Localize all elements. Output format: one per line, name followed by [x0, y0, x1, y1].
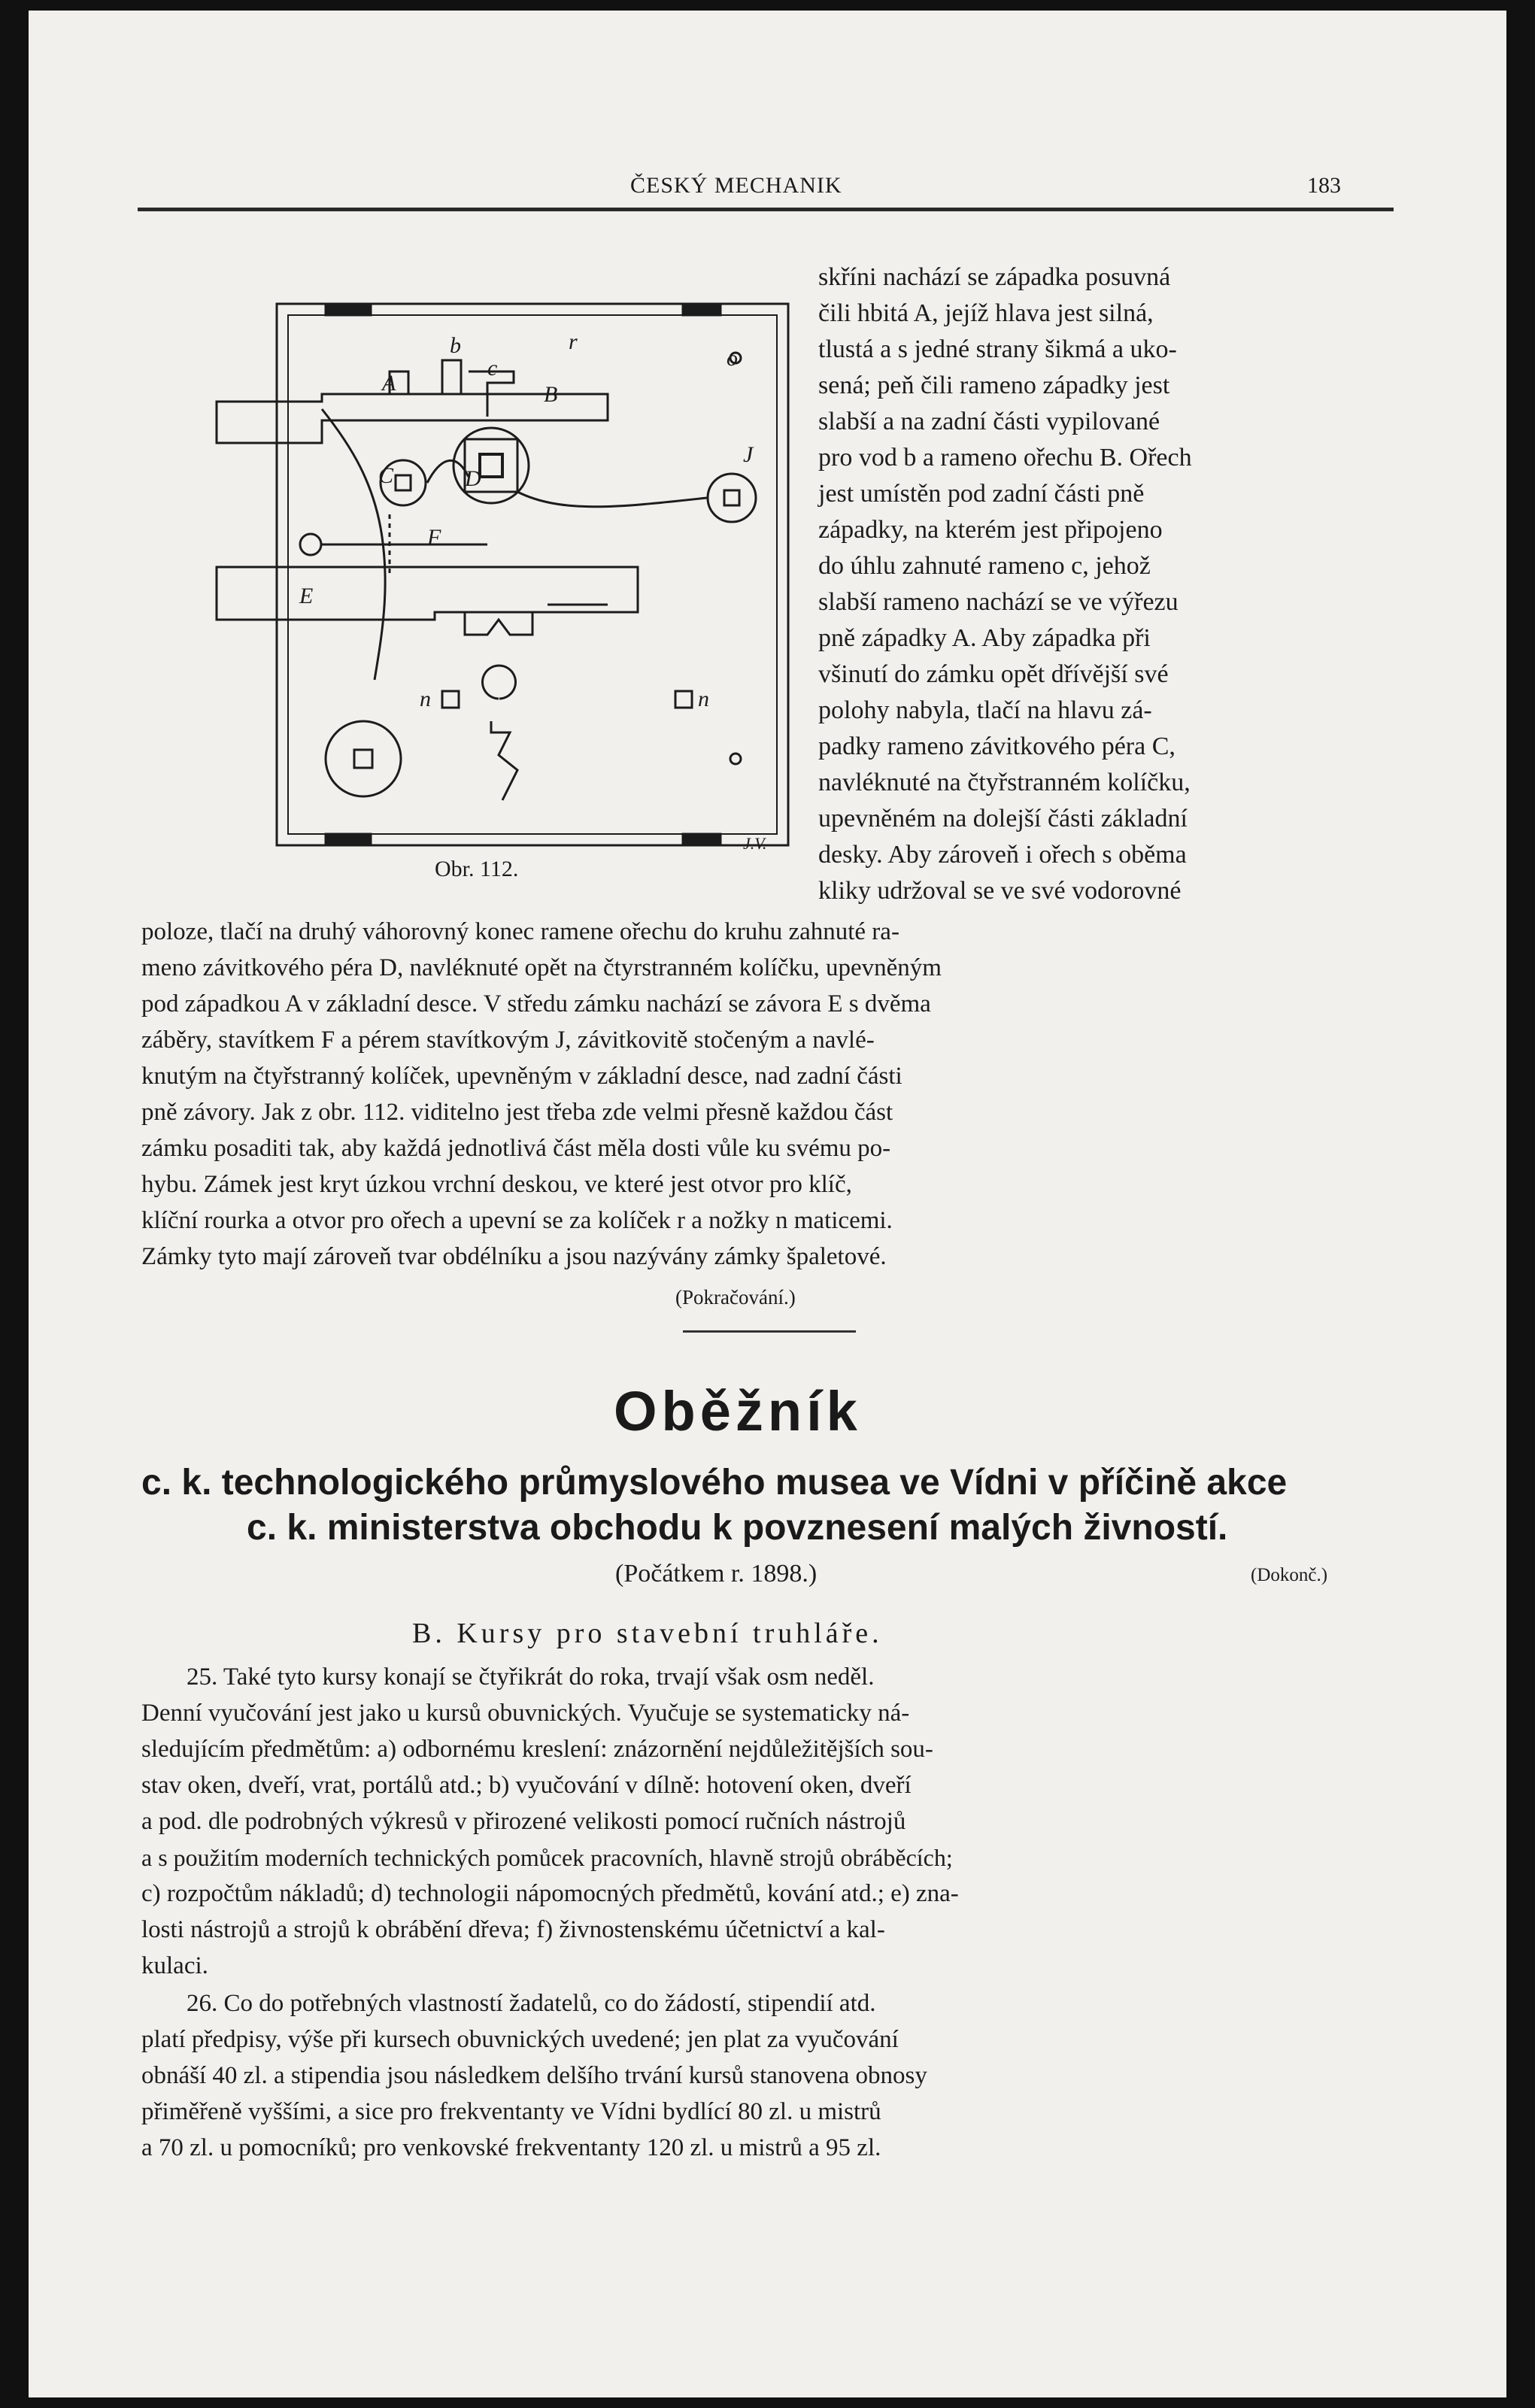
- spring-j-post: [708, 474, 756, 522]
- text-line: losti nástrojů a strojů k obrábění dřeva; f) živnostenskému účetnictví a kal-: [141, 1916, 885, 1943]
- spring-c-lower-post: [326, 721, 401, 796]
- keyhole-cutout: [483, 666, 518, 800]
- text-line: kulaci.: [141, 1952, 208, 1979]
- header-rule: [138, 208, 1394, 211]
- label-J: J: [743, 442, 754, 467]
- deadbolt-e: [217, 567, 638, 620]
- latch-tail-b: [390, 360, 461, 394]
- text-line: pně západky A. Aby západka při: [818, 624, 1151, 652]
- text-line: 26. Co do potřebných vlastností žadatelů, co do žádostí, stipendií atd.: [187, 1990, 876, 2017]
- spring-d-square: [396, 475, 411, 490]
- text-line: zámku posaditi tak, aby každá jednotlivá část měla dosti vůle ku svému po-: [141, 1135, 891, 1162]
- text-line: upevněném na dolejší části základní: [818, 805, 1188, 832]
- spring-j-square: [724, 490, 739, 505]
- page-number: 183: [1307, 173, 1341, 198]
- label-B: B: [544, 382, 558, 407]
- text-line: a 70 zl. u pomocníků; pro venkovské frekventanty 120 zl. u mistrů a 95 zl.: [141, 2134, 881, 2161]
- spring-c-post: [300, 534, 321, 555]
- text-line: knutým na čtyřstranný kolíček, upevněným v základní desce, nad zadní části: [141, 1063, 902, 1090]
- text-line: 25. Také tyto kursy konají se čtyřikrát do roka, trvají však osm neděl.: [187, 1663, 875, 1691]
- spring-j-arm: [517, 492, 707, 507]
- screw-hole-bottom: [730, 754, 741, 764]
- text-line: přiměřeně vyššími, a sice pro frekventanty ve Vídni bydlící 80 zl. u mistrů: [141, 2098, 881, 2125]
- text-line: padky rameno závitkového péra C,: [818, 732, 1176, 760]
- circular-subtitle-line-2: c. k. ministerstva obchodu k povznesení malých živností.: [247, 1508, 1228, 1548]
- text-line: všinutí do zámku opět dřívější své: [818, 660, 1169, 688]
- text-line: pně závory. Jak z obr. 112. viditelno jest třeba zde velmi přesně každou část: [141, 1099, 893, 1126]
- label-C: C: [378, 463, 394, 488]
- figure-caption: Obr. 112.: [435, 857, 519, 881]
- label-A: A: [382, 371, 396, 396]
- text-line: stav oken, dveří, vrat, portálů atd.; b) vyučování v dílně: hotovení oken, dveří: [141, 1772, 912, 1799]
- frame-tab-bottom-right: [683, 834, 720, 845]
- rivet-n-right: [675, 691, 692, 708]
- frame-tab-top-right: [683, 304, 720, 315]
- spring-c-lower-square: [354, 750, 372, 768]
- text-line: hybu. Zámek jest kryt úzkou vrchní deskou, ve které jest otvor pro klíč,: [141, 1171, 852, 1198]
- label-o: o: [727, 346, 738, 371]
- started-note: (Počátkem r. 1898.): [615, 1560, 818, 1588]
- text-line: jest umístěn pod zadní části pně: [818, 480, 1145, 508]
- text-line: pod západkou A v základní desce. V středu zámku nachází se závora E s dvěma: [141, 990, 931, 1017]
- text-line: Zámky tyto mají zároveň tvar obdélníku a jsou nazývány zámky špaletové.: [141, 1243, 887, 1270]
- text-line: klíční rourka a otvor pro ořech a upevní se za kolíček r a nožky n maticemi.: [141, 1207, 893, 1234]
- text-line: a s použitím moderních technických pomůcek pracovních, hlavně strojů obráběcích;: [141, 1844, 953, 1871]
- text-line: skříni nachází se západka posuvná: [818, 263, 1171, 291]
- label-D: D: [465, 466, 481, 491]
- text-line: sená; peň čili rameno západky jest: [818, 372, 1170, 399]
- text-line: meno závitkového péra D, navléknuté opět na čtyrstranném kolíčku, upevněným: [141, 954, 942, 981]
- text-line: poloze, tlačí na druhý váhorovný konec ramene ořechu do kruhu zahnuté ra-: [141, 918, 899, 945]
- text-line: a pod. dle podrobných výkresů v přirozené velikosti pomocí ručních nástrojů: [141, 1808, 906, 1835]
- text-line: do úhlu zahnuté rameno c, jehož: [818, 552, 1151, 580]
- bolt-notches: [465, 605, 608, 635]
- label-E: E: [299, 584, 314, 608]
- concluded-note: (Dokonč.): [1251, 1565, 1328, 1585]
- text-line: západky, na kterém jest připojeno: [818, 516, 1163, 544]
- scanned-page: [29, 11, 1506, 2397]
- running-head: [29, 173, 1506, 203]
- text-line: desky. Aby zároveň i ořech s oběma: [818, 841, 1187, 869]
- text-line: c) rozpočtům nákladů; d) technologii nápomocných předmětů, kování atd.; e) zna-: [141, 1880, 959, 1907]
- text-line: čili hbitá A, jejíž hlava jest silná,: [818, 299, 1154, 327]
- continued-note: (Pokračování.): [675, 1286, 796, 1309]
- text-line: záběry, stavítkem F a pérem stavítkovým J, závitkovitě stočeným a navlé-: [141, 1027, 875, 1054]
- text-line: slabší a na zadní části vypilované: [818, 408, 1160, 435]
- text-line: polohy nabyla, tlačí na hlavu zá-: [818, 696, 1152, 724]
- text-line: pro vod b a rameno ořechu B. Ořech: [818, 444, 1192, 472]
- rivet-n-left: [442, 691, 459, 708]
- figure-signature: J.V.: [743, 834, 767, 853]
- spindle-square: [480, 454, 502, 477]
- label-r: r: [569, 329, 578, 354]
- label-n-left: n: [420, 687, 431, 711]
- label-F: F: [427, 525, 441, 550]
- journal-name: ČESKÝ MECHANIK: [630, 173, 842, 198]
- label-b: b: [450, 333, 461, 358]
- text-line: Denní vyučování jest jako u kursů obuvnických. Vyučuje se systematicky ná-: [141, 1700, 910, 1727]
- section-heading: B. Kursy pro stavební truhláře.: [412, 1618, 883, 1649]
- label-c: c: [487, 356, 498, 381]
- circular-title: Oběžník: [614, 1380, 862, 1442]
- frame-tab-top-left: [326, 304, 371, 315]
- text-line: slabší rameno nachází se ve výřezu: [818, 588, 1179, 616]
- circular-subtitle-line-1: c. k. technologického průmyslového musea ve Vídni v příčině akce: [141, 1463, 1288, 1503]
- text-line: platí předpisy, výše při kursech obuvnických uvedené; jen plat za vyučování: [141, 2026, 899, 2053]
- frame-tab-bottom-left: [326, 834, 371, 845]
- text-line: kliky udržoval se ve své vodorovné: [818, 877, 1182, 905]
- spring-d-arm: [427, 460, 469, 483]
- lock-mechanism-figure: [202, 289, 803, 853]
- text-line: navléknuté na čtyřstranném kolíčku,: [818, 769, 1191, 796]
- label-n-right: n: [698, 687, 709, 711]
- text-line: tlustá a s jedné strany šikmá a uko-: [818, 335, 1177, 363]
- section-separator: [683, 1330, 856, 1333]
- text-line: obnáší 40 zl. a stipendia jsou následkem delšího trvání kursů stanovena obnosy: [141, 2062, 927, 2089]
- text-line: sledujícím předmětům: a) odbornému kreslení: znázornění nejdůležitějších sou-: [141, 1736, 933, 1763]
